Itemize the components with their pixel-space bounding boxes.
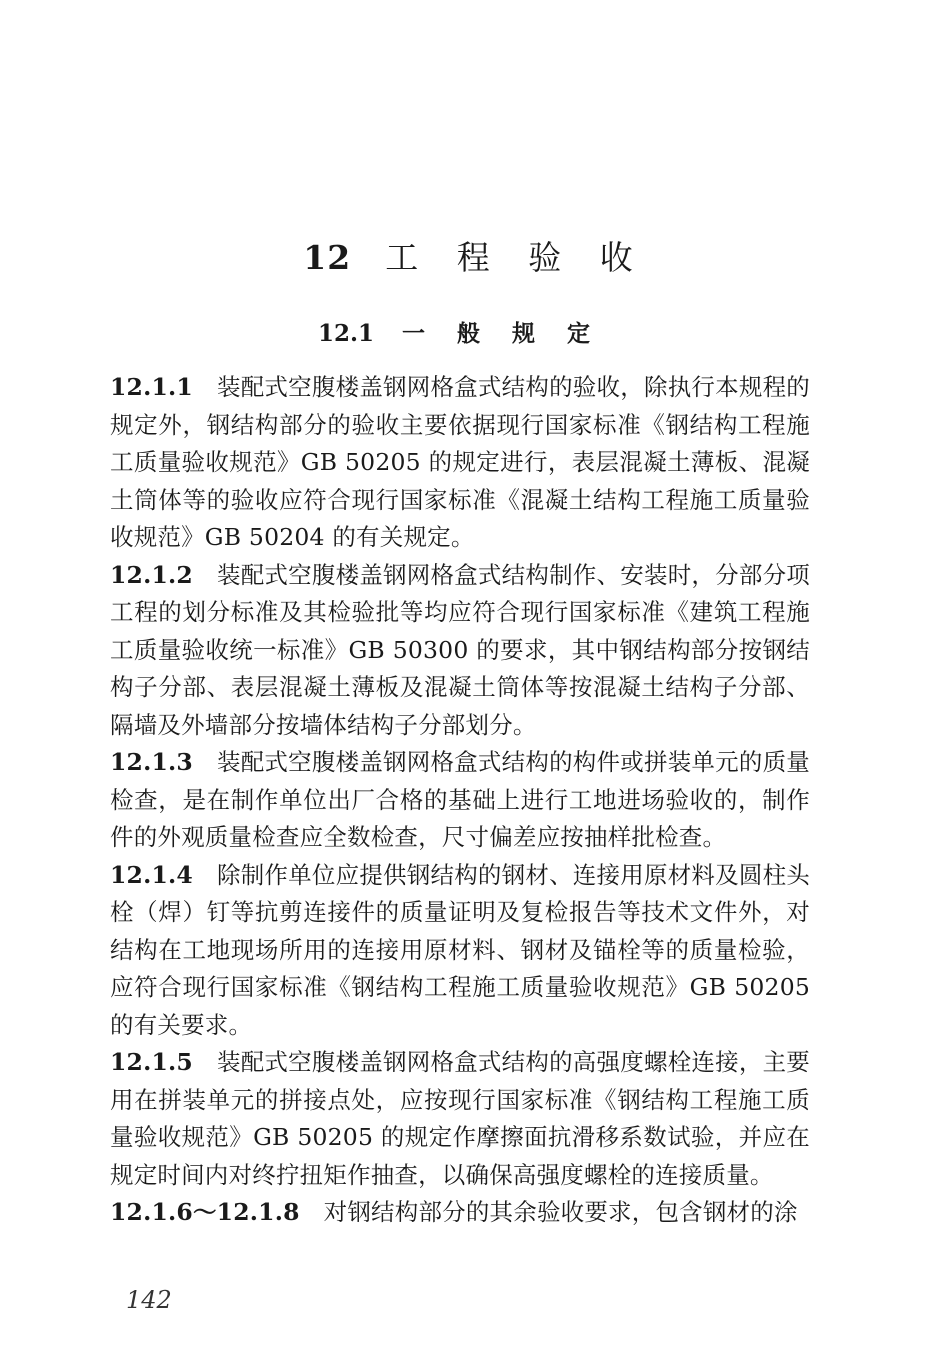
page-number: 142 — [126, 1286, 172, 1314]
clause-text: 装配式空腹楼盖钢网格盒式结构制作、安装时，分部分项工程的划分标准及其检验批等均应符合现行国家标准《建筑工程施工质量验收统一标准》GB 50300 的要求，其中钢结构部分按钢结构子分部、表层混凝土薄板及混凝土筒体等按混凝土结构子分部、隔墙及外墙部分按墙体结构子分部划分。 — [110, 560, 810, 739]
body-text — [110, 369, 810, 1232]
chapter-number: 12 — [303, 238, 352, 277]
clause-text: 除制作单位应提供钢结构的钢材、连接用原材料及圆柱头栓（焊）钉等抗剪连接件的质量证明及复检报告等技术文件外，对结构在工地现场所用的连接用原材料、钢材及锚栓等的质量检验，应符合现行国家标准《钢结构工程施工质量验收规范》GB 50205 的有关要求。 — [110, 860, 810, 1039]
section-title: 一 般 规 定 — [402, 320, 603, 347]
clause-12-1-2 — [110, 557, 810, 745]
clause-number: 12.1.6～12.1.8 — [110, 1198, 300, 1226]
clause-number: 12.1.1 — [110, 373, 193, 401]
clause-text: 对钢结构部分的其余验收要求，包含钢材的涂 — [323, 1198, 798, 1226]
clause-number: 12.1.4 — [110, 860, 193, 889]
section-number: 12.1 — [317, 320, 374, 347]
clause-number: 12.1.5 — [110, 1048, 193, 1076]
clause-number: 12.1.2 — [110, 560, 193, 589]
clause-number: 12.1.3 — [110, 748, 193, 776]
clause-text: 装配式空腹楼盖钢网格盒式结构的高强度螺栓连接，主要用在拼装单元的拼接点处，应按现行国家标准《钢结构工程施工质量验收规范》GB 50205 的规定作摩擦面抗滑移系数试验，并应在规定时间内对终拧扭矩作抽查，以确保高强度螺栓的连接质量。 — [110, 1048, 810, 1189]
clause-12-1-5 — [110, 1044, 810, 1194]
section-heading — [0, 318, 920, 350]
clause-text: 装配式空腹楼盖钢网格盒式结构的构件或拼装单元的质量检查，是在制作单位出厂合格的基础上进行工地进场验收的，制作件的外观质量检查应全数检查，尺寸偏差应按抽样批检查。 — [110, 748, 810, 851]
clause-12-1-1 — [110, 369, 810, 557]
chapter-heading — [0, 236, 950, 280]
clause-12-1-3 — [110, 744, 810, 857]
clause-12-1-4 — [110, 857, 810, 1045]
chapter-title: 工 程 验 收 — [385, 238, 647, 277]
clause-12-1-6-to-8 — [110, 1194, 810, 1232]
clause-text: 装配式空腹楼盖钢网格盒式结构的验收，除执行本规程的规定外，钢结构部分的验收主要依据现行国家标准《钢结构工程施工质量验收规范》GB 50205 的规定进行，表层混凝土薄板、混凝土筒体等的验收应符合现行国家标准《混凝土结构工程施工质量验收规范》GB 50204 的有关规定。 — [110, 373, 810, 551]
